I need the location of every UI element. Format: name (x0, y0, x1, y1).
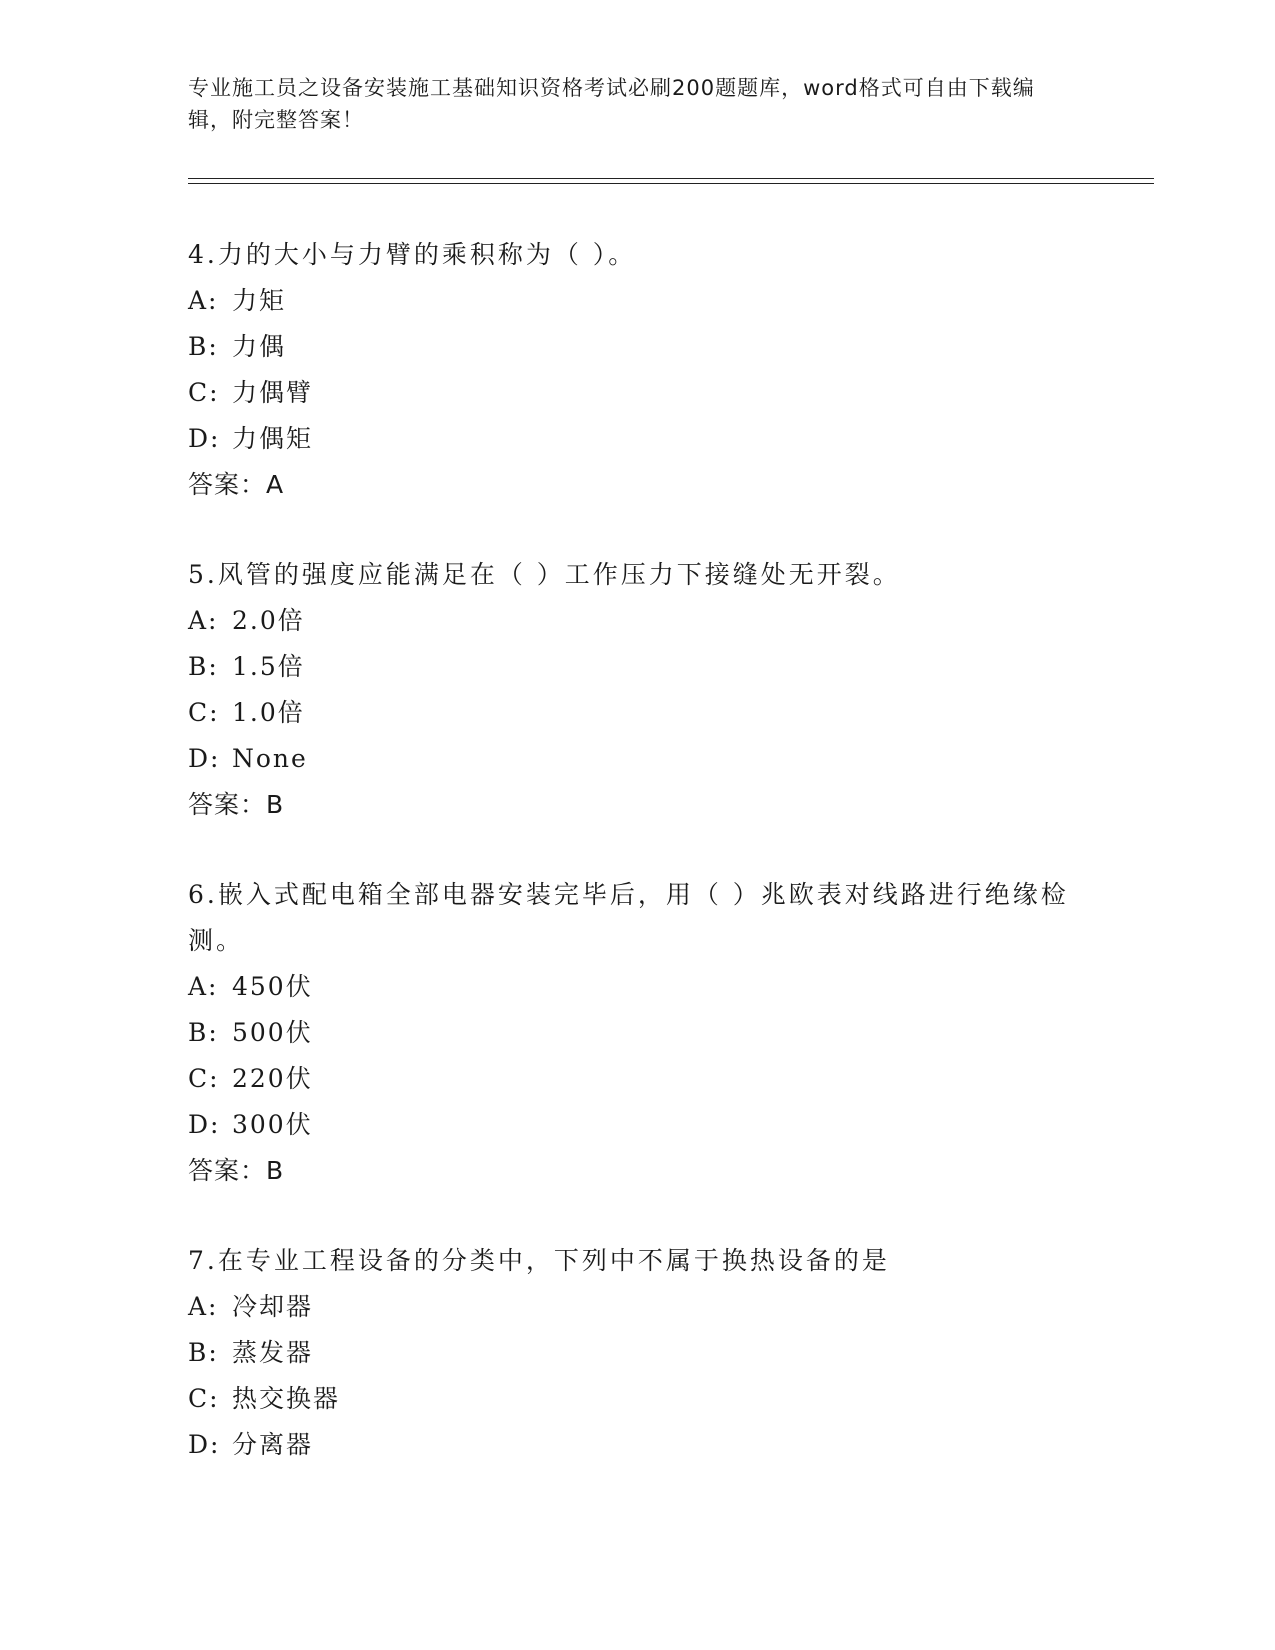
option-text: 220伏 (232, 1064, 313, 1093)
option-b (188, 644, 1088, 690)
option-text: 500伏 (232, 1018, 313, 1047)
option-key: D: (188, 1430, 221, 1459)
option-text: 1.5倍 (232, 652, 305, 681)
question-text: 4.力的大小与力臂的乘积称为（ ）。 (188, 240, 637, 269)
option-key: B: (188, 1018, 219, 1047)
option-text: 力偶臂 (232, 378, 314, 407)
option-c (188, 690, 1088, 736)
question-item (188, 872, 1088, 1194)
header-divider-bottom (188, 183, 1154, 184)
option-b (188, 1010, 1088, 1056)
option-key: C: (188, 378, 220, 407)
option-text: 2.0倍 (232, 606, 305, 635)
option-key: B: (188, 332, 219, 361)
option-c (188, 1376, 1088, 1422)
option-key: D: (188, 424, 221, 453)
option-key: A: (188, 286, 219, 315)
option-key: C: (188, 1384, 220, 1413)
option-text: 450伏 (232, 972, 313, 1001)
option-key: A: (188, 1292, 219, 1321)
option-text: 力偶矩 (232, 424, 314, 453)
question-item (188, 1238, 1088, 1468)
option-b (188, 324, 1088, 370)
answer-text: 答案：B (188, 1156, 285, 1185)
option-d (188, 1102, 1088, 1148)
option-d (188, 416, 1088, 462)
question-list (188, 232, 1088, 1512)
option-c (188, 370, 1088, 416)
header-divider-top (188, 178, 1154, 179)
option-key: B: (188, 1338, 219, 1367)
question-item (188, 232, 1088, 508)
answer-text: 答案：B (188, 790, 285, 819)
option-text: 冷却器 (232, 1292, 314, 1321)
question-text: 5.风管的强度应能满足在（ ）工作压力下接缝处无开裂。 (188, 560, 901, 589)
option-d (188, 736, 1088, 782)
option-key: D: (188, 1110, 221, 1139)
option-d (188, 1422, 1088, 1468)
option-b (188, 1330, 1088, 1376)
question-item (188, 552, 1088, 828)
option-key: D: (188, 744, 221, 773)
option-key: B: (188, 652, 219, 681)
option-text: 1.0倍 (232, 698, 305, 727)
answer-text: 答案：A (188, 470, 285, 499)
option-key: A: (188, 606, 219, 635)
option-text: 300伏 (232, 1110, 313, 1139)
option-a (188, 964, 1088, 1010)
option-key: C: (188, 698, 220, 727)
option-c (188, 1056, 1088, 1102)
question-text: 6.嵌入式配电箱全部电器安装完毕后，用（ ）兆欧表对线路进行绝缘检测。 (188, 880, 1069, 955)
option-a (188, 598, 1088, 644)
option-text: 热交换器 (232, 1384, 341, 1413)
question-text: 7.在专业工程设备的分类中，下列中不属于换热设备的是 (188, 1246, 890, 1275)
option-text: 力偶 (232, 332, 287, 361)
option-text: 分离器 (232, 1430, 314, 1459)
option-text: 力矩 (232, 286, 287, 315)
option-text: None (232, 744, 308, 773)
option-key: C: (188, 1064, 220, 1093)
option-a (188, 278, 1088, 324)
option-a (188, 1284, 1088, 1330)
option-text: 蒸发器 (232, 1338, 314, 1367)
document-header: 专业施工员之设备安装施工基础知识资格考试必刷200题题库，word格式可自由下载编辑，附完整答案！ (188, 76, 1035, 132)
option-key: A: (188, 972, 219, 1001)
